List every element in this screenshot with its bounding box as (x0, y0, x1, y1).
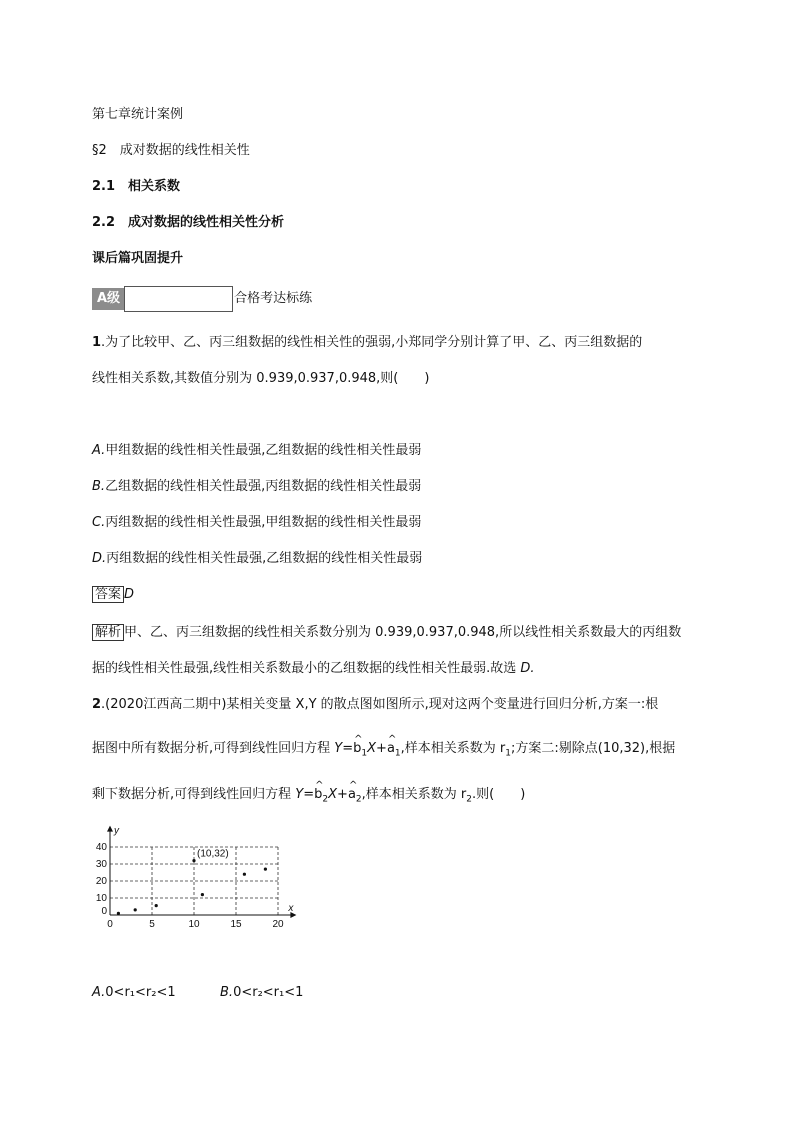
b2-hat: ^ $b_2$ (314, 786, 328, 809)
q1-option-c: C.丙组数据的线性相关性最强,甲组数据的线性相关性最弱 (92, 515, 422, 530)
q2-option-a: A.0<r₁<r₂<1 (92, 985, 176, 1000)
q2-line-2: 据图中所有数据分析,可得到线性回归方程 Y=^ $b_1X+\^{}$ $a_1$,样本相关系数为 $r_1$;方案二:剔除点(10,32),根据 (92, 740, 675, 763)
y-tick-label: 40 (95, 842, 107, 853)
data-point (155, 904, 158, 907)
a1-hat: ^ $a_1$ (387, 740, 401, 763)
data-point (117, 912, 120, 915)
data-point (243, 873, 246, 876)
q2-number: 2 (92, 697, 102, 712)
b1-hat: ^ $b_1$ (353, 740, 367, 763)
q1-number: 1 (92, 335, 102, 350)
q2-line-1: 2.(2020江西高二期中)某相关变量 X,Y 的散点图如图所示,现对这两个变量进行回归分析,方案一:根 (92, 697, 659, 712)
chapter-title: 第七章统计案例 (92, 107, 184, 122)
subsection-2: 2.2 成对数据的线性相关性分析 (92, 215, 285, 230)
q1-option-a: A.甲组数据的线性相关性最强,乙组数据的线性相关性最弱 (92, 443, 422, 458)
scatter-plot (92, 818, 302, 933)
q1-line-2: 线性相关系数,其数值分别为 0.939,0.937,0.948,则( ) (92, 371, 430, 386)
data-point (201, 893, 204, 896)
point-annotation: (10,32) (197, 848, 229, 860)
answer-value: D (124, 587, 135, 602)
q1-text-1: .为了比较甲、乙、丙三组数据的线性相关性的强弱,小郑同学分别计算了甲、乙、丙三组数据的 (101, 335, 643, 350)
x-tick-label: 0 (107, 919, 113, 930)
x-axis-label: x (288, 903, 294, 914)
y-tick-label: 30 (95, 859, 107, 870)
level-blank-box (124, 286, 233, 312)
q1-line-1 (92, 334, 642, 352)
q2-line-3: 剩下数据分析,可得到线性回归方程 Y=^ $b_2X+\^{}$ $a_2$,样本相关系数为 $r_2$.则( ) (92, 786, 525, 809)
data-point (264, 868, 267, 871)
level-row (92, 286, 312, 312)
q1-answer-row (92, 586, 134, 604)
q1-analysis-line-2: 据的线性相关性最强,线性相关系数最小的乙组数据的线性相关性最弱.故选 D. (92, 661, 535, 676)
level-badge: A级 (92, 288, 125, 310)
x-tick-label: 10 (188, 919, 200, 930)
practice-heading: 课后篇巩固提升 (92, 251, 184, 266)
q1-option-d: D.丙组数据的线性相关性最强,乙组数据的线性相关性最弱 (92, 551, 423, 566)
y-tick-label: 20 (95, 876, 107, 887)
y-tick-label: 0 (101, 906, 107, 917)
answer-label: 答案 (92, 586, 124, 603)
x-tick-label: 20 (272, 919, 284, 930)
y-tick-label: 10 (95, 893, 107, 904)
a2-hat: ^ $a_2$ (348, 786, 362, 809)
level-label: 合格考达标练 (234, 291, 313, 306)
subsection-1: 2.1 相关系数 (92, 179, 181, 194)
section-title: §2 成对数据的线性相关性 (92, 143, 250, 158)
q2-option-b: B.0<r₂<r₁<1 (220, 985, 304, 1000)
q1-option-b: B.乙组数据的线性相关性最强,丙组数据的线性相关性最弱 (92, 479, 422, 494)
data-point (192, 859, 195, 862)
y-axis-arrow (107, 826, 113, 832)
analysis-label: 解析 (92, 624, 124, 641)
q1-analysis-line-1: 解析 甲、乙、丙三组数据的线性相关系数分别为 0.939,0.937,0.948,所以线性相关系数最大的丙组数 (92, 624, 681, 642)
y-axis-label: y (114, 825, 119, 837)
data-point (134, 908, 137, 911)
x-tick-label: 15 (230, 919, 242, 930)
x-tick-label: 5 (149, 919, 155, 930)
